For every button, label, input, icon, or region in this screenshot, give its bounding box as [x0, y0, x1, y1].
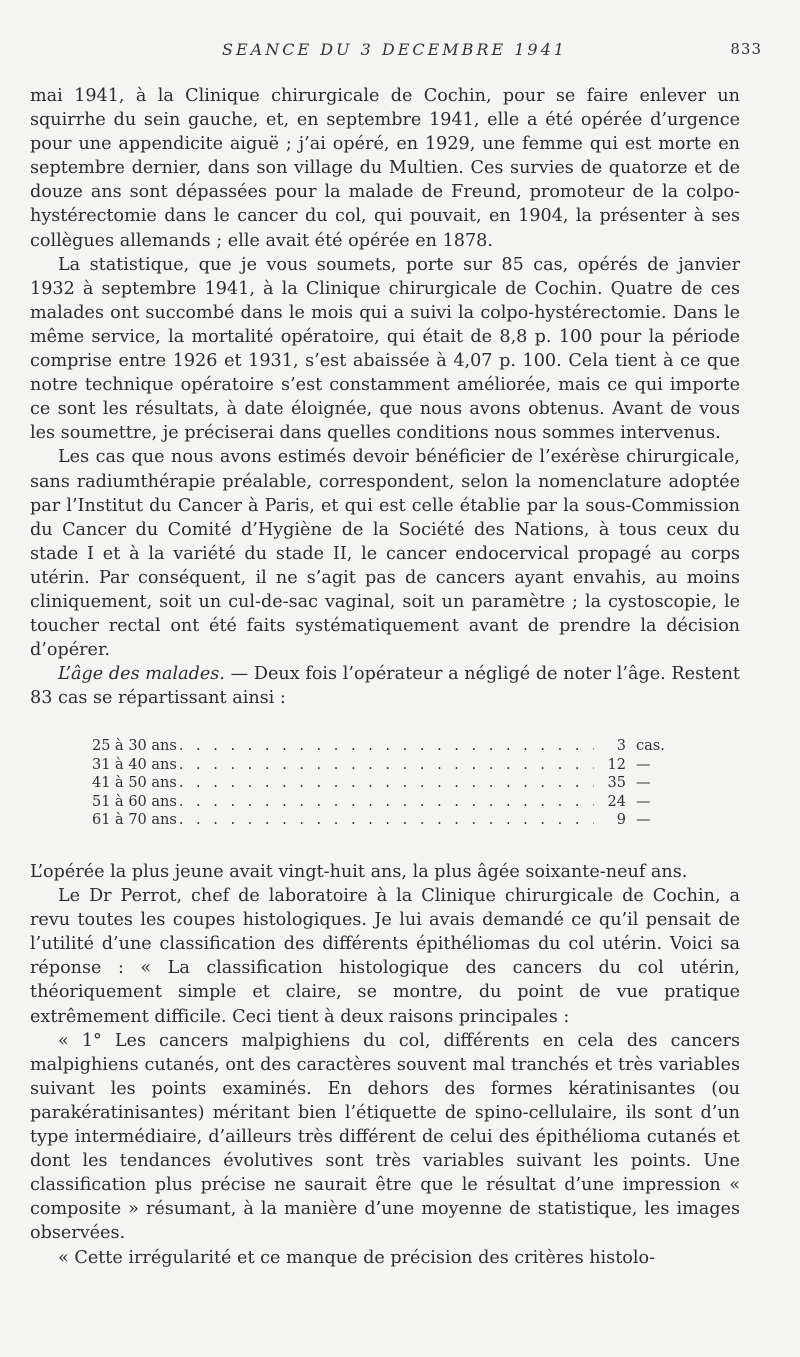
- table-row: [92, 811, 682, 830]
- paragraph: Les cas que nous avons estimés devoir bénéficier de l’exérèse chirurgicale, sans radiumthérapie préalable, correspondent, selon la nomenclature adoptée par l’Institut du Cancer à Paris, et qui est celle établie par la sous-Commission du Cancer du Comité d’Hygiène de la Société des Nations, à tous ceux du stade I et à la variété du stade II, le cancer endocervical propagé au corps utérin. Par conséquent, il ne s’agit pas de cancers ayant envahis, au moins cliniquement, soit un cul-de-sac vaginal, soit un paramètre ; la cystoscopie, le toucher rectal ont été faits systématiquement avant de prendre la décision d’opérer.: [30, 447, 740, 661]
- table-row: [92, 756, 682, 775]
- page-number: 833: [730, 40, 762, 58]
- age-range: 41 à 50 ans: [92, 775, 177, 792]
- case-count: 9: [616, 812, 626, 829]
- case-count: 3: [616, 738, 626, 754]
- table-row: [92, 774, 682, 793]
- case-count: 24: [607, 793, 626, 810]
- dot-leader: [179, 737, 594, 756]
- paragraph: « Cette irrégularité et ce manque de précision des critères histolo-: [58, 1247, 656, 1268]
- case-count: 12: [607, 756, 626, 773]
- dot-leader: [179, 811, 594, 830]
- body-text-upper: [30, 84, 740, 710]
- age-section-heading: L’âge des malades.: [58, 664, 225, 685]
- paragraph: Le Dr Perrot, chef de laboratoire à la Clinique chirurgicale de Cochin, a revu toutes les coupes histologiques. Je lui avais demandé ce qu’il pensait de l’utilité d’une classification des différents épithéliomas du col utérin. Voici sa réponse : « La classification histologique des cancers du col utérin, théoriquement simple et claire, se montre, du point de vue pratique extrêmement difficile. Ceci tient à deux raisons principales :: [30, 886, 740, 1027]
- age-section-paragraph: [30, 662, 740, 710]
- case-unit: —: [636, 793, 651, 810]
- case-count: 35: [607, 775, 626, 792]
- case-unit: —: [636, 812, 651, 829]
- age-section-text: — Deux fois l’opérateur a négligé de noter l’âge. Restent 83 cas se répartissant ainsi :: [30, 664, 740, 709]
- case-unit: —: [636, 756, 651, 773]
- paragraph: « 1° Les cancers malpighiens du col, différents en cela des cancers malpighiens cutanés, ont des caractères souvent mal tranchés et très variables suivant les points examinés. En dehors des formes kératinisantes (ou parakératinisantes) méritant bien l’étiquette de spino-cellulaire, ils sont d’un type intermédiaire, d’ailleurs très différent de celui des épithélioma cutanés et dont les tendances évolutives sont très variables suivant les points. Une classification plus précise ne saurait être que le résultat d’une impression « composite » résumant, à la manière d’une moyenne de statistique, les images observées.: [30, 1030, 740, 1244]
- dot-leader: [179, 774, 594, 793]
- paragraph: mai 1941, à la Clinique chirurgicale de Cochin, pour se faire enlever un squirrhe du sein gauche, et, en septembre 1941, elle a été opérée d’urgence pour une appendicite aiguë ; j’ai opéré, en 1929, une femme qui est morte en septembre dernier, dans son village du Multien. Ces survies de quatorze et de douze ans sont dépassées pour la malade de Freund, promoteur de la colpo-hystérectomie dans le cancer du col, qui pouvait, en 1904, la présenter à ses collègues allemands ; elle avait été opérée en 1878.: [30, 86, 740, 251]
- age-range: 25 à 30 ans: [92, 738, 177, 754]
- dot-leader: [179, 756, 594, 775]
- case-unit: —: [636, 775, 651, 792]
- dot-leader: [179, 793, 594, 812]
- paragraph: L’opérée la plus jeune avait vingt-huit ans, la plus âgée soixante-neuf ans.: [30, 862, 688, 882]
- paragraph: La statistique, que je vous soumets, porte sur 85 cas, opérés de janvier 1932 à septembre 1941, à la Clinique chirurgicale de Cochin. Quatre de ces malades ont succombé dans le mois qui a suivi la colpo-hystérectomie. Dans le même service, la mortalité opératoire, qui était de 8,8 p. 100 pour la période comprise entre 1926 et 1931, s’est abaissée à 4,07 p. 100. Cela tient à ce que notre technique opératoire s’est constamment améliorée, mais ce qui importe ce sont les résultats, à date éloignée, que nous avons obtenus. Avant de vous les soumettre, je préciserai dans quelles conditions nous sommes intervenus.: [30, 254, 740, 444]
- running-title: SEANCE DU 3 DECEMBRE 1941: [222, 40, 567, 59]
- age-range: 31 à 40 ans: [92, 756, 177, 773]
- table-row: [92, 793, 682, 812]
- table-row: [92, 737, 682, 756]
- age-distribution-table: [92, 737, 682, 830]
- page-header: [0, 40, 800, 64]
- case-unit: cas.: [636, 738, 665, 754]
- body-text-lower: [30, 860, 740, 1270]
- age-range: 61 à 70 ans: [92, 812, 177, 829]
- age-range: 51 à 60 ans: [92, 793, 177, 810]
